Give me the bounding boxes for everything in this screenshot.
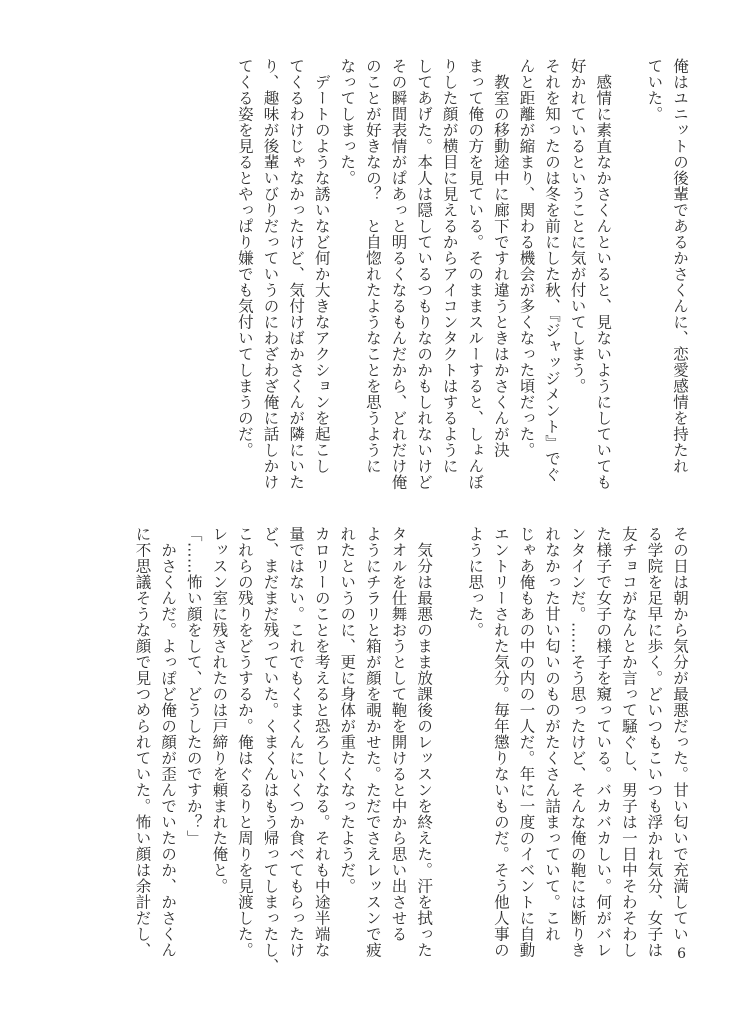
text-line: れなかった甘い匂いのものがたくさん詰まっていて。これ xyxy=(543,526,562,942)
blank-line xyxy=(615,58,641,478)
text-line: り、趣味が後輩いびりだっていうのにわざわざ俺に話しかけ xyxy=(261,58,280,490)
text-line: その瞬間表情がぱあっと明るくなるもんだから、どれだけ俺 xyxy=(389,58,408,490)
text-line: まって俺の方を見ている。そのままスルーすると、しょんぼ xyxy=(466,58,485,490)
text-line: てくる姿を見るとやっぱり嫌でも気付いてしまうのだ。 xyxy=(235,58,254,458)
text-line: てくるわけじゃなかったけど、気付けばかさくんが隣にいた xyxy=(287,58,306,490)
text-line: ていた。 xyxy=(645,58,664,122)
text-line: に不思議そうな顔で見つめられていた。怖い顔は余計だし、 xyxy=(133,526,152,958)
text-line: 「……怖い顔をして、どうしたのですか？」 xyxy=(184,526,203,846)
text-line: ンタインだ。……そう思ったけど、そんな俺の鞄には断りき xyxy=(568,526,587,958)
text-line: 量ではない。これでもくまくんにいくつか食べてもらったけ xyxy=(287,526,306,958)
text-line: エントリーされた気分。毎年懲りないものだ。そう他人事の xyxy=(491,526,510,958)
text-line: 俺はユニットの後輩であるかさくんに、恋愛感情を持たれ xyxy=(671,58,689,474)
text-line: ように思った。 xyxy=(466,526,485,638)
text-line: 感情に素直なかさくんといると、見ないようにしていても xyxy=(594,58,613,490)
text-line: 教室の移動途中に廊下ですれ違うときはかさくんが決 xyxy=(491,58,510,458)
text-line: ようにチラリと箱が顔を覗かせた。ただでさえレッスンで疲 xyxy=(363,526,382,958)
text-line: 友チョコがなんとか言って騒ぐし、男子は一日中そわそわし xyxy=(619,526,638,958)
text-line: んと距離が縮まり、関わる機会が多くなった頃だった。 xyxy=(517,58,536,458)
text-block-lower xyxy=(133,526,692,974)
text-line: これらの残りをどうするか。俺はぐるりと周りを見渡した。 xyxy=(235,526,254,958)
text-line: 好かれているということに気が付いてしまう。 xyxy=(568,58,587,394)
text-line: レッスン室に残されたのは戸締りを頼まれた俺と。 xyxy=(210,526,229,894)
text-line: それを知ったのは冬を前にした秋、『ジャッジメント』でぐ xyxy=(543,58,562,483)
blank-line xyxy=(436,526,462,936)
text-line: た様子で女子の様子を窺っている。バカバカしい。何がバレ xyxy=(594,526,613,958)
text-block-upper xyxy=(192,58,692,490)
text-line: れたというのに、更に身体が重たくなったようだ。 xyxy=(338,526,357,894)
text-line: タオルを仕舞おうとして鞄を開けると中から思い出させる xyxy=(389,526,408,942)
text-line: その日は朝から気分が最悪だった。甘い匂いで充満してい xyxy=(671,526,689,942)
text-line: してあげた。本人は隠しているつもりなのかもしれないけど xyxy=(415,58,434,490)
text-line: じゃあ俺もあの中の内の一人だ。年に一度のイベントに自動 xyxy=(517,526,536,958)
text-line: なってしまった。 xyxy=(338,58,357,186)
text-line: りした顔が横目に見えるからアイコンタクトはするように xyxy=(440,58,459,474)
text-line: のことが好きなの？ と自惚れたようなことを思うように xyxy=(363,58,382,474)
text-line: ど、まだまだ残っていた。くまくんはもう帰ってしまったし、 xyxy=(261,526,280,974)
page-number: 6 xyxy=(677,946,686,962)
text-line: 気分は最悪のまま放課後のレッスンを終えた。汗を拭った xyxy=(415,526,434,958)
text-line: デートのような誘いなど何か大きなアクションを起こし xyxy=(312,58,331,474)
text-line: る学院を足早に歩く。どいつもこいつも浮かれ気分、女子は xyxy=(645,526,664,958)
text-line: かさくんだ。よっぽど俺の顔が歪んでいたのか、かさくん xyxy=(159,526,178,958)
text-line: カロリーのことを考えると恐ろしくなる。それも中途半端な xyxy=(312,526,331,958)
